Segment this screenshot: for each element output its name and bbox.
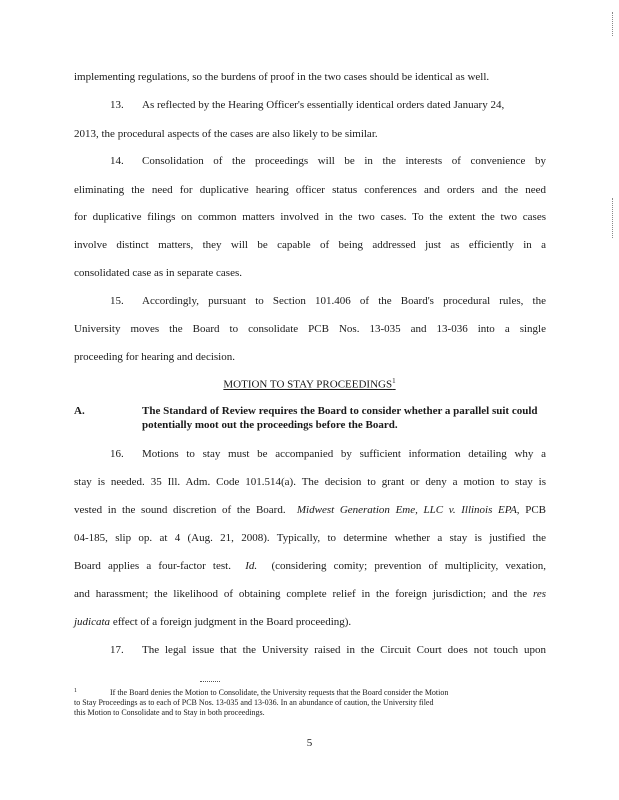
body-text-line: consolidated case as in separate cases. — [74, 267, 242, 279]
subsection-letter: A. — [74, 405, 85, 417]
body-text-line — [74, 615, 546, 629]
body-text: (considering comity; prevention of multiplicity, vexation, — [271, 560, 546, 572]
case-citation: Midwest Generation Eme, LLC v. Illinois EPA — [296, 504, 517, 516]
footnote-separator — [200, 681, 220, 682]
paragraph-13 — [74, 98, 546, 112]
section-heading — [0, 377, 619, 391]
page-number: 5 — [306, 737, 313, 749]
scan-artifact — [612, 12, 614, 36]
subsection-a — [74, 404, 546, 432]
italic-term: res — [532, 588, 546, 600]
body-text-line: for duplicative filings on common matters involved in the two cases. To the extent the two cases — [74, 211, 546, 223]
body-text: effect of a foreign judgment in the Board proceeding). — [110, 616, 352, 628]
paragraph-16 — [74, 447, 546, 461]
body-text-line: stay is needed. 35 Ill. Adm. Code 101.514(a). The decision to grant or deny a motion to stay is — [74, 476, 546, 488]
paragraph-number: 17. — [110, 644, 124, 656]
paragraph-15 — [74, 294, 546, 308]
body-text-line: involve distinct matters, they will be capable of being addressed just as efficiently in a — [74, 239, 546, 251]
paragraph-number: 14. — [110, 155, 124, 167]
body-text-line: eliminating the need for duplicative hearing officer status conferences and orders and the need — [74, 184, 546, 196]
body-text: and harassment; the likelihood of obtaining complete relief in the foreign jurisdiction; and the — [74, 588, 528, 600]
body-text-line: 04-185, slip op. at 4 (Aug. 21, 2008). Typically, to determine whether a stay is justified the — [74, 532, 546, 544]
body-text-line — [74, 503, 546, 517]
body-text-line: Motions to stay must be accompanied by sufficient information detailing why a — [142, 448, 546, 460]
heading-text: MOTION TO STAY PROCEEDINGS — [223, 378, 393, 391]
body-text-line: proceeding for hearing and decision. — [74, 351, 235, 363]
body-text: vested in the sound discretion of the Board. — [74, 504, 286, 516]
footnote-text: to Stay Proceedings as to each of PCB Nos. 13-035 and 13-036. In an abundance of caution, the University filed — [74, 698, 434, 707]
body-text-line: The legal issue that the University raised in the Circuit Court does not touch upon — [142, 644, 546, 656]
paragraph-number: 13. — [110, 99, 124, 111]
paragraph-17 — [74, 643, 546, 657]
body-text-line: Consolidation of the proceedings will be in the interests of convenience by — [142, 155, 546, 167]
italic-term: judicata — [74, 616, 111, 628]
footnote-marker: 1 — [74, 688, 77, 694]
footnote-reference: 1 — [392, 377, 396, 385]
subsection-title: The Standard of Review requires the Board to consider whether a parallel suit could potentially moot out the proceedings before the Board. — [142, 405, 538, 431]
body-text-line: University moves the Board to consolidate PCB Nos. 13-035 and 13-036 into a single — [74, 323, 546, 335]
paragraph-number: 16. — [110, 448, 124, 460]
footnote-text: If the Board denies the Motion to Consolidate, the University requests that the Board consider the Motion — [110, 688, 449, 697]
body-text-line: 2013, the procedural aspects of the cases are also likely to be similar. — [74, 128, 378, 140]
footnote-text: this Motion to Consolidate and to Stay in both proceedings. — [74, 708, 265, 717]
body-text-line: Accordingly, pursuant to Section 101.406 of the Board's procedural rules, the — [142, 295, 546, 307]
body-text-line: As reflected by the Hearing Officer's essentially identical orders dated January 24, — [142, 99, 505, 111]
body-text: , PCB — [516, 504, 546, 516]
body-text: Board applies a four-factor test. — [74, 560, 231, 572]
paragraph-14 — [74, 154, 546, 168]
body-text-line — [74, 559, 546, 573]
citation-id: Id. — [245, 560, 258, 572]
scan-artifact — [612, 198, 614, 238]
body-text-line: implementing regulations, so the burdens of proof in the two cases should be identical as well. — [74, 71, 490, 83]
paragraph-number: 15. — [110, 295, 124, 307]
body-text-line — [74, 587, 546, 601]
